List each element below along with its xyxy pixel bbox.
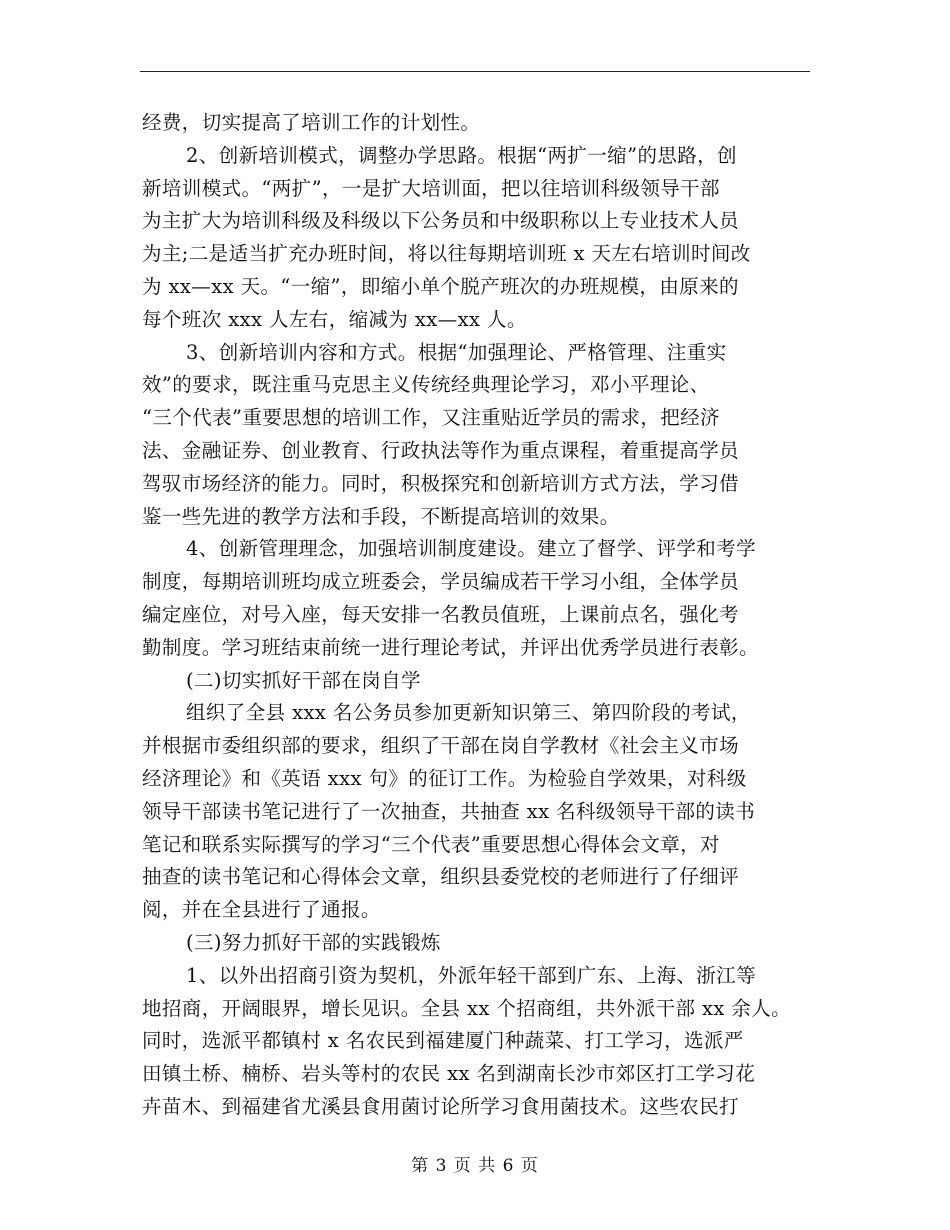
text-line: 2、创新培训模式，调整办学思路。根据“两扩一缩”的思路，创 [186, 143, 737, 167]
text-line: 编定座位，对号入座，每天安排一名教员值班，上课前点名，强化考 [142, 602, 740, 626]
text-line: 勤制度。学习班结束前统一进行理论考试，并评出优秀学员进行表彰。 [142, 635, 759, 659]
text-line: 田镇土桥、楠桥、岩头等村的农民 xx 名到湖南长沙市郊区打工学习花 [142, 1062, 756, 1086]
text-line: (三)努力抓好干部的实践锻炼 [186, 930, 441, 954]
text-line: 1、以外出招商引资为契机，外派年轻干部到广东、上海、浙江等 [186, 963, 757, 987]
text-line: 鉴一些先进的教学方法和手段，不断提高培训的效果。 [142, 504, 620, 528]
text-line: 新培训模式。“两扩”，一是扩大培训面，把以往培训科级领导干部 [142, 176, 720, 200]
text-line: 并根据市委组织部的要求，组织了干部在岗自学教材《社会主义市场 [142, 734, 740, 758]
text-line: 为 xx—xx 天。“一缩”，即缩小单个脱产班次的办班规模，由原来的 [142, 274, 739, 298]
text-line: 制度，每期培训班均成立班委会，学员编成若干学习小组，全体学员 [142, 570, 740, 594]
text-line: 经费，切实提高了培训工作的计划性。 [142, 111, 481, 134]
text-line: 效”的要求，既注重马克思主义传统经典理论学习，邓小平理论、 [142, 373, 710, 397]
text-line: 经济理论》和《英语 xxx 句》的征订工作。为检验自学效果，对科级 [142, 766, 747, 790]
document-body [142, 107, 822, 1124]
text-line: 为主扩大为培训科级及科级以下公务员和中级职称以上专业技术人员 [142, 209, 740, 233]
text-line: 领导干部读书笔记进行了一次抽查，共抽查 xx 名科级领导干部的读书 [142, 799, 756, 823]
text-line: 法、金融证券、创业教育、行政执法等作为重点课程，着重提高学员 [142, 438, 740, 462]
text-line: 3、创新培训内容和方式。根据“加强理论、严格管理、注重实 [186, 340, 727, 364]
text-line: (二)切实抓好干部在岗自学 [186, 668, 421, 692]
text-line: 组织了全县 xxx 名公务员参加更新知识第三、第四阶段的考试， [186, 701, 751, 725]
text-line: 每个班次 xxx 人左右，缩减为 xx—xx 人。 [142, 307, 527, 331]
text-line: 阅，并在全县进行了通报。 [142, 898, 381, 922]
text-line: “三个代表”重要思想的培训工作，又注重贴近学员的需求，把经济 [142, 406, 720, 430]
header-rule [140, 71, 810, 72]
text-line: 地招商，开阔眼界，增长见识。全县 xx 个招商组，共外派干部 xx 余人。 [142, 996, 792, 1020]
text-line: 同时，选派平都镇村 x 名农民到福建厦门种蔬菜、打工学习，选派严 [142, 1029, 744, 1053]
text-line: 驾驭市场经济的能力。同时，积极探究和创新培训方式方法，学习借 [142, 471, 740, 495]
page-footer: 第 3 页 共 6 页 [411, 1156, 539, 1176]
text-line: 为主;二是适当扩充办班时间，将以往每期培训班 x 天左右培训时间改 [142, 242, 751, 266]
text-line: 笔记和联系实际撰写的学习“三个代表”重要思想心得体会文章，对 [142, 832, 720, 856]
text-line: 抽查的读书笔记和心得体会文章，组织县委党校的老师进行了仔细评 [142, 865, 740, 889]
text-line: 4、创新管理理念，加强培训制度建设。建立了督学、评学和考学 [186, 537, 757, 561]
text-line: 卉苗木、到福建省尤溪县食用菌讨论所学习食用菌技术。这些农民打 [142, 1094, 740, 1118]
